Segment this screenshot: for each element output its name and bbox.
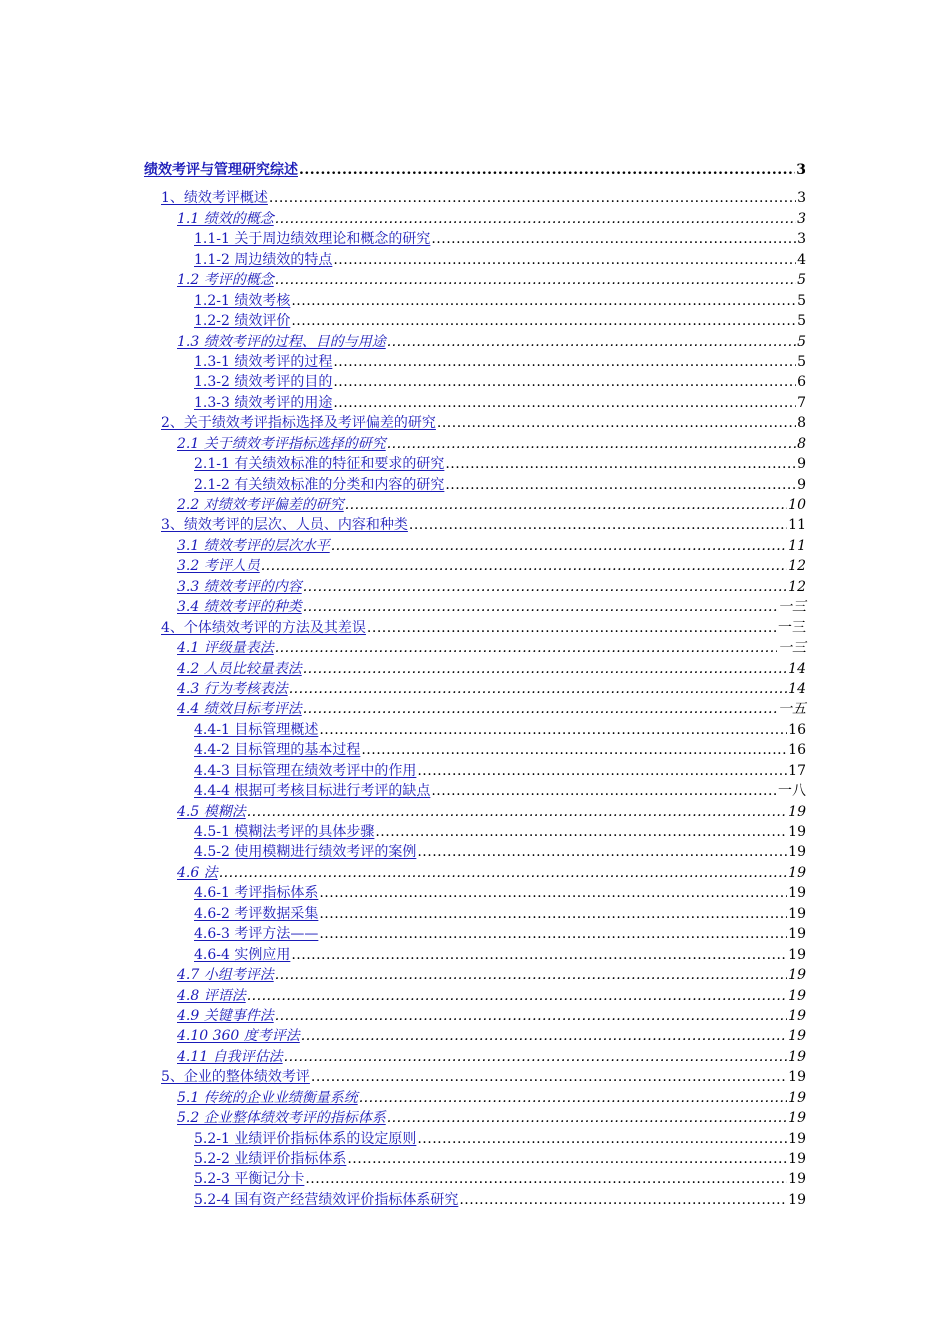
toc-leader-dots [445,477,796,494]
toc-page-number: 19 [788,1191,806,1208]
toc-entry[interactable] [144,1005,806,1025]
toc-leader-dots [409,517,787,534]
toc-entry[interactable] [144,1107,806,1127]
toc-entry-link[interactable]: 1.2-2 绩效评价 [194,313,291,330]
toc-page-number: 10 [788,497,806,513]
toc-entry[interactable] [144,821,806,841]
toc-page-number: 12 [788,558,806,575]
toc-leader-dots [333,395,796,412]
toc-entry[interactable] [144,575,806,595]
toc-entry-link[interactable]: 5.2-3 平衡记分卡 [194,1171,305,1188]
toc-page-number: 14 [788,680,806,697]
toc-page-number: 5 [797,292,806,309]
toc-entry[interactable] [144,289,806,309]
toc-page-number: 5 [797,272,806,289]
toc-page-number: 19 [788,1110,806,1127]
toc-entry-link[interactable]: 4.6-3 考评方法—— [194,926,319,943]
toc-page-number: 8 [797,415,806,432]
toc-entry[interactable] [144,494,806,514]
toc-page-number: 19 [788,824,806,840]
toc-entry[interactable] [144,351,806,371]
toc-page-number: 19 [788,967,806,984]
toc-page-number: 19 [788,864,806,881]
toc-entry[interactable] [144,943,806,963]
toc-entry[interactable] [144,800,806,820]
toc-entry-link[interactable]: 5.2 企业整体绩效考评的指标体系 [177,1110,386,1127]
toc-leader-dots [291,947,787,964]
toc-page-number: 19 [788,946,806,963]
toc-entry[interactable] [144,330,806,350]
toc-leader-dots [417,1131,787,1148]
toc-entry-link[interactable]: 1.1-1 关于周边绩效理论和概念的研究 [194,231,431,248]
toc-page-number: 19 [788,1171,806,1188]
toc-leader-dots [303,579,787,596]
toc-page-number: 19 [788,803,806,820]
toc-leader-dots [331,538,787,555]
toc-leader-dots [219,865,787,882]
toc-entry-link[interactable]: 4.4-4 根据可考核目标进行考评的缺点 [194,783,431,800]
toc-leader-dots [319,926,787,943]
toc-page-number: 19 [788,844,806,861]
toc-leader-dots [387,334,796,351]
toc-leader-dots [247,804,787,821]
toc-page-number: 19 [788,987,806,1004]
toc-entry-link[interactable]: 4.9 关键事件法 [177,1007,274,1024]
toc-entry-link[interactable]: 1.3 绩效考评的过程、目的与用途 [177,333,386,350]
toc-page-number: 19 [788,885,806,902]
toc-leader-dots [275,1008,787,1025]
toc-entry[interactable] [144,473,806,493]
toc-leader-dots [311,1069,787,1086]
toc-entry[interactable] [144,1168,806,1188]
toc-entry-link[interactable]: 5、企业的整体绩效考评 [161,1069,310,1086]
toc-entry[interactable] [144,1188,806,1208]
toc-entry[interactable] [144,453,806,473]
toc-leader-dots [361,742,787,759]
toc-page-number: 19 [788,1007,806,1024]
toc-entry[interactable] [144,861,806,881]
toc-entry-link[interactable]: 1.1 绩效的概念 [177,210,274,227]
toc-entry[interactable] [144,1086,806,1106]
toc-entry[interactable] [144,269,806,289]
toc-entry[interactable] [144,248,806,268]
toc-entry-link[interactable]: 4.11 自我评估法 [177,1048,283,1065]
toc-leader-dots [284,1049,788,1066]
toc-entry-link[interactable]: 3.3 绩效考评的内容 [177,578,302,595]
toc-page-number: 3 [797,210,806,227]
toc-page-number: 17 [788,762,806,779]
toc-entry-link[interactable]: 2、关于绩效考评指标选择及考评偏差的研究 [161,415,436,432]
toc-leader-dots [431,783,777,800]
toc-entry[interactable] [144,1045,806,1065]
toc-entry[interactable] [144,310,806,330]
toc-entry-link[interactable]: 4.4-2 目标管理的基本过程 [194,742,361,759]
toc-leader-dots [459,1192,787,1209]
toc-entry[interactable] [144,1127,806,1147]
toc-page-number: 9 [797,476,806,493]
toc-leader-dots [291,293,796,310]
toc-page-number: 5 [797,313,806,330]
toc-entry-link[interactable]: 4.5 模糊法 [177,803,246,820]
toc-entry[interactable] [144,657,806,677]
toc-entry-link[interactable]: 4.8 评语法 [177,987,246,1004]
toc-leader-dots [319,885,787,902]
toc-entry-link[interactable]: 4、个体绩效考评的方法及其差误 [161,619,366,636]
toc-entry-link[interactable]: 4.6 法 [177,864,218,881]
toc-entry-link[interactable]: 3.2 考评人员 [177,558,260,575]
toc-leader-dots [303,661,787,678]
toc-entry[interactable] [144,718,806,738]
toc-entry[interactable] [144,534,806,554]
toc-entry-link[interactable]: 4.4 绩效目标考评法 [177,701,302,718]
toc-page-number: 11 [788,537,806,554]
toc-entry-link[interactable]: 3、绩效考评的层次、人员、内容和种类 [161,517,408,534]
toc-entry[interactable] [144,207,806,227]
toc-entry[interactable] [144,412,806,432]
toc-leader-dots [359,1090,787,1107]
toc-leader-dots [347,1151,787,1168]
toc-entry[interactable] [144,432,806,452]
toc-entry-link[interactable]: 4.6-2 考评数据采集 [194,905,319,922]
toc-leader-dots [333,354,796,371]
toc-entry-link[interactable]: 2.1 关于绩效考评指标选择的研究 [177,435,386,452]
toc-page-number: 14 [788,660,806,677]
toc-page-number: 一三 [778,619,806,636]
toc-leader-dots [275,967,787,984]
toc-leader-dots [303,701,777,718]
toc-page-number: 7 [797,394,806,411]
toc-entry[interactable] [144,923,806,943]
toc-leader-dots [269,190,796,207]
toc-entry[interactable] [144,616,806,636]
toc-leader-dots [417,763,787,780]
toc-entry[interactable] [144,1066,806,1086]
toc-entry[interactable] [144,780,806,800]
toc-entry[interactable] [144,637,806,657]
toc-page-number: 8 [797,435,806,452]
toc-leader-dots [417,844,787,861]
toc-leader-dots [275,272,796,289]
toc-entry-link[interactable]: 1.3-2 绩效考评的目的 [194,374,333,391]
toc-entry-link[interactable]: 4.7 小组考评法 [177,967,274,984]
toc-leader-dots [303,599,777,616]
toc-page-number: 19 [788,905,806,922]
toc-entry[interactable] [144,156,806,184]
toc-entry-link[interactable]: 3.4 绩效考评的种类 [177,599,302,616]
toc-entry[interactable] [144,596,806,616]
toc-entry-link[interactable]: 4.4-1 目标管理概述 [194,721,319,738]
toc-page-number: 3 [796,161,806,178]
toc-entry[interactable] [144,964,806,984]
toc-entry[interactable] [144,391,806,411]
toc-page-number: 6 [797,374,806,391]
toc-leader-dots [319,722,787,739]
toc-page-number: 5 [797,333,806,350]
toc-entry[interactable] [144,1148,806,1168]
toc-entry-link[interactable]: 2.1-2 有关绩效标准的分类和内容的研究 [194,476,445,493]
toc-entry-link[interactable]: 2.2 对绩效考评偏差的研究 [177,497,344,513]
toc-entry-link[interactable]: 1、绩效考评概述 [161,190,268,207]
toc-leader-dots [333,252,796,269]
toc-entry-link[interactable]: 1.3-3 绩效考评的用途 [194,394,333,411]
table-of-contents [144,156,806,1209]
toc-entry-link[interactable]: 1.2-1 绩效考核 [194,292,291,309]
toc-entry[interactable] [144,371,806,391]
toc-leader-dots [247,988,787,1005]
toc-page-number: 19 [788,1130,806,1147]
toc-leader-dots [305,1171,787,1188]
toc-entry-link[interactable]: 2.1-1 有关绩效标准的特征和要求的研究 [194,456,445,473]
toc-leader-dots [301,1028,787,1045]
toc-entry[interactable] [144,841,806,861]
toc-leader-dots [437,415,796,432]
toc-page-number: 3 [797,231,806,248]
toc-entry-link[interactable]: 5.1 传统的企业业绩衡量系统 [177,1089,358,1106]
toc-leader-dots [431,231,796,248]
toc-entry[interactable] [144,902,806,922]
toc-entry-link[interactable]: 4.4-3 目标管理在绩效考评中的作用 [194,762,417,779]
toc-page-number: 19 [788,926,806,943]
toc-entry[interactable] [144,984,806,1004]
toc-entry[interactable] [144,228,806,248]
toc-leader-dots [445,456,796,473]
toc-entry[interactable] [144,739,806,759]
toc-leader-dots [319,906,787,923]
toc-entry[interactable] [144,555,806,575]
toc-entry[interactable] [144,1025,806,1045]
toc-page-number: 11 [788,517,806,534]
toc-entry-link[interactable]: 5.2-1 业绩评价指标体系的设定原则 [194,1130,417,1147]
toc-page-number: 19 [788,1069,806,1086]
toc-page-number: 4 [797,251,806,268]
toc-entry-link[interactable]: 4.1 评级量表法 [177,640,274,657]
toc-leader-dots [261,558,787,575]
toc-entry-link[interactable]: 4.10 360 度考评法 [177,1028,300,1045]
toc-leader-dots [291,313,796,330]
toc-leader-dots [345,497,787,514]
toc-leader-dots [367,620,777,637]
toc-page-number: 一八 [778,783,806,800]
toc-leader-dots [275,640,777,657]
toc-entry-link[interactable]: 4.5-2 使用模糊进行绩效考评的案例 [194,844,417,861]
toc-page-number: 19 [788,1048,806,1065]
toc-entry[interactable] [144,698,806,718]
toc-entry-link[interactable]: 1.3-1 绩效考评的过程 [194,353,333,370]
toc-page-number: 12 [788,578,806,595]
toc-page-number: 16 [788,721,806,738]
toc-entry-link[interactable]: 4.2 人员比较量表法 [177,660,302,677]
toc-leader-dots [387,436,796,453]
toc-page-number: 19 [788,1089,806,1106]
toc-entry[interactable] [144,187,806,207]
toc-page-number: 16 [788,742,806,759]
toc-page-number: 一五 [778,701,806,718]
toc-entry-link[interactable]: 1.1-2 周边绩效的特点 [194,251,333,268]
toc-entry-link[interactable]: 5.2-2 业绩评价指标体系 [194,1151,347,1167]
toc-page-number: 一三 [778,640,806,657]
toc-leader-dots [333,374,796,391]
toc-entry-link[interactable]: 5.2-4 国有资产经营绩效评价指标体系研究 [194,1191,459,1208]
toc-entry-link[interactable]: 4.5-1 模糊法考评的具体步骤 [194,824,375,840]
toc-leader-dots [289,681,787,698]
toc-page-number: 3 [797,190,806,207]
toc-entry-link[interactable]: 4.6-4 实例应用 [194,946,291,963]
toc-page-number: 5 [797,353,806,370]
toc-entry[interactable] [144,514,806,534]
toc-entry[interactable] [144,759,806,779]
toc-entry-link[interactable]: 4.3 行为考核表法 [177,680,288,697]
toc-leader-dots [387,1110,787,1127]
toc-page-number: 9 [797,456,806,473]
toc-entry-link[interactable]: 4.6-1 考评指标体系 [194,885,319,902]
toc-page-number: 19 [788,1151,806,1167]
toc-entry[interactable] [144,678,806,698]
toc-page-number: 一三 [778,599,806,616]
toc-entry[interactable] [144,882,806,902]
toc-entry-link[interactable]: 3.1 绩效考评的层次水平 [177,537,330,554]
toc-page-number: 19 [788,1028,806,1045]
toc-entry-link[interactable]: 绩效考评与管理研究综述 [144,161,298,178]
toc-leader-dots [299,162,795,179]
toc-entry-link[interactable]: 1.2 考评的概念 [177,272,274,289]
toc-leader-dots [275,211,796,228]
toc-leader-dots [375,824,787,841]
